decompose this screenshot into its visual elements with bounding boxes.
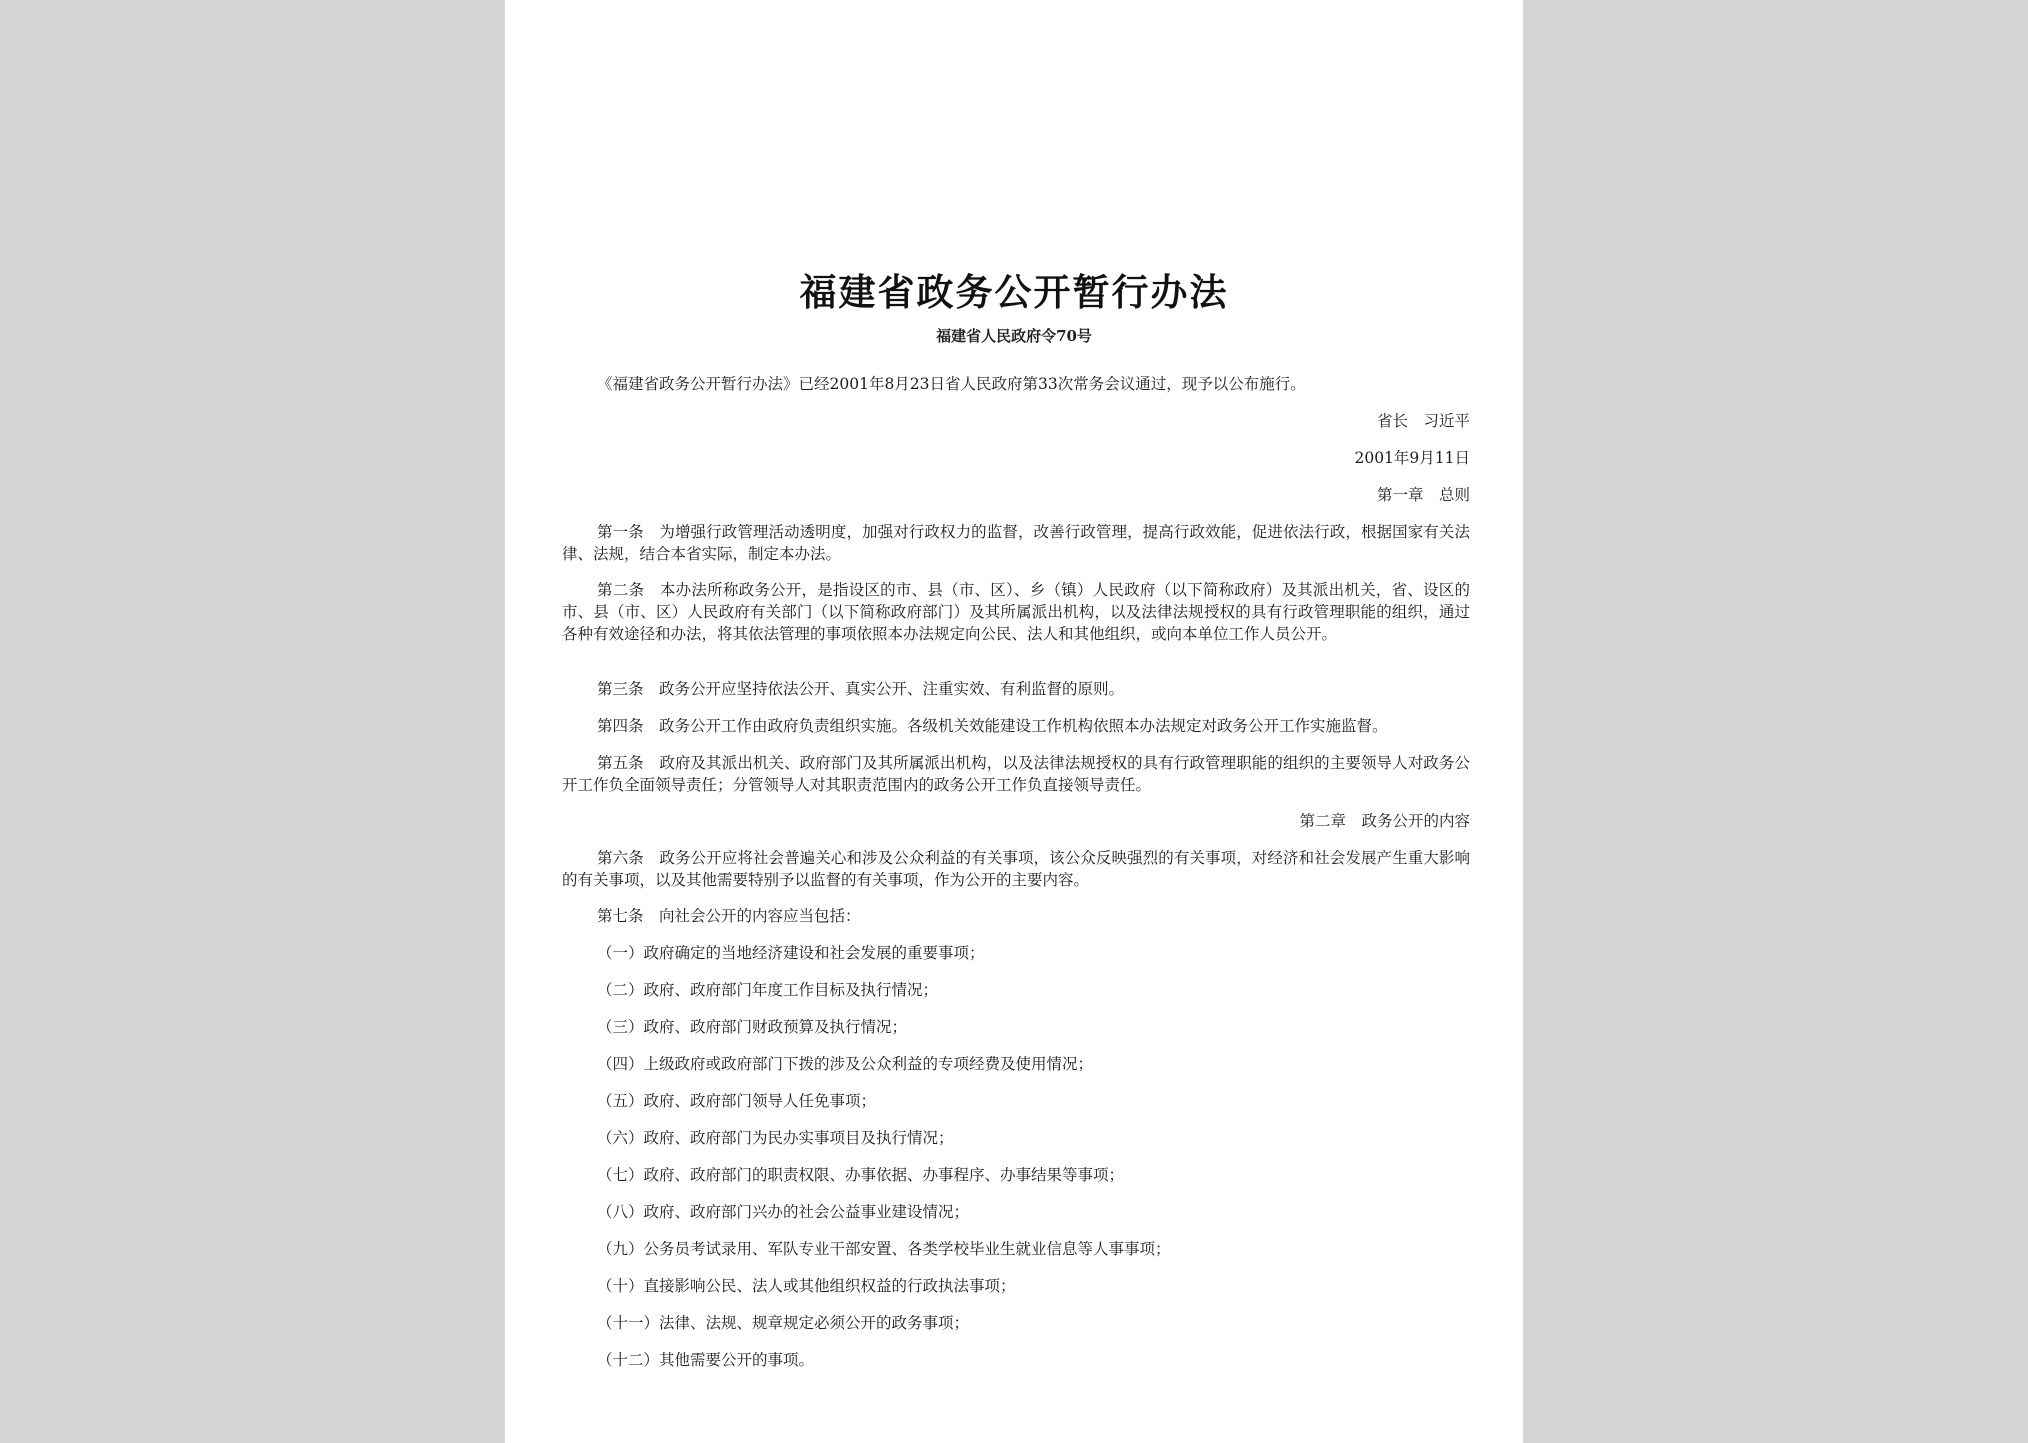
- list-item: （三）政府、政府部门财政预算及执行情况；: [597, 1018, 908, 1036]
- list-item: （十二）其他需要公开的事项。: [597, 1351, 815, 1369]
- document-title: 福建省政务公开暂行办法: [799, 270, 1229, 314]
- list-item: （十）直接影响公民、法人或其他组织权益的行政执法事项；: [597, 1277, 1016, 1295]
- preamble: 《福建省政务公开暂行办法》已经2001年8月23日省人民政府第33次常务会议通过，现予以公布施行。: [597, 375, 1306, 393]
- list-item: （十一）法律、法规、规章规定必须公开的政务事项；: [597, 1314, 970, 1332]
- article-paragraph: 第七条 向社会公开的内容应当包括：: [597, 907, 861, 925]
- list-item: （八）政府、政府部门兴办的社会公益事业建设情况；: [597, 1203, 970, 1221]
- list-item: （六）政府、政府部门为民办实事项目及执行情况；: [597, 1129, 954, 1147]
- document-page: [505, 0, 1523, 1443]
- signature: 省长 习近平: [1376, 412, 1470, 430]
- article-paragraph: 第一条 为增强行政管理活动透明度，加强对行政权力的监督，改善行政管理，提高行政效能，促进依法行政，根据国家有关法律、法规，结合本省实际，制定本办法。: [562, 523, 1470, 563]
- article-paragraph: 第二条 本办法所称政务公开，是指设区的市、县（市、区）、乡（镇）人民政府（以下简称政府）及其派出机关，省、设区的市、县（市、区）人民政府有关部门（以下简称政府部门）及其所属派出机构，以及法律法规授权的具有行政管理职能的组织，通过各种有效途径和办法，将其依法管理的事项依照本办法规定向公民、法人和其他组织，或向本单位工作人员公开。: [562, 581, 1470, 643]
- issue-date: 2001年9月11日: [1354, 449, 1470, 467]
- list-item: （一）政府确定的当地经济建设和社会发展的重要事项；: [597, 944, 985, 962]
- article-paragraph: 第六条 政务公开应将社会普遍关心和涉及公众利益的有关事项，该公众反映强烈的有关事项，对经济和社会发展产生重大影响的有关事项，以及其他需要特别予以监督的有关事项，作为公开的主要内容。: [562, 849, 1470, 889]
- document-subtitle: 福建省人民政府令70号: [936, 327, 1092, 345]
- list-item: （九）公务员考试录用、军队专业干部安置、各类学校毕业生就业信息等人事事项；: [597, 1240, 1171, 1258]
- chapter-heading: 第二章 政务公开的内容: [1299, 812, 1470, 830]
- list-item: （四）上级政府或政府部门下拨的涉及公众利益的专项经费及使用情况；: [597, 1055, 1094, 1073]
- list-item: （二）政府、政府部门年度工作目标及执行情况；: [597, 981, 939, 999]
- list-item: （七）政府、政府部门的职责权限、办事依据、办事程序、办事结果等事项；: [597, 1166, 1125, 1184]
- list-item: （五）政府、政府部门领导人任免事项；: [597, 1092, 877, 1110]
- article-paragraph: 第三条 政务公开应坚持依法公开、真实公开、注重实效、有利监督的原则。: [597, 680, 1125, 698]
- chapter-heading: 第一章 总则: [1376, 486, 1470, 504]
- article-paragraph: 第五条 政府及其派出机关、政府部门及其所属派出机构，以及法律法规授权的具有行政管理职能的组织的主要领导人对政务公开工作负全面领导责任；分管领导人对其职责范围内的政务公开工作负直接领导责任。: [562, 754, 1470, 794]
- article-paragraph: 第四条 政务公开工作由政府负责组织实施。各级机关效能建设工作机构依照本办法规定对政务公开工作实施监督。: [597, 717, 1388, 735]
